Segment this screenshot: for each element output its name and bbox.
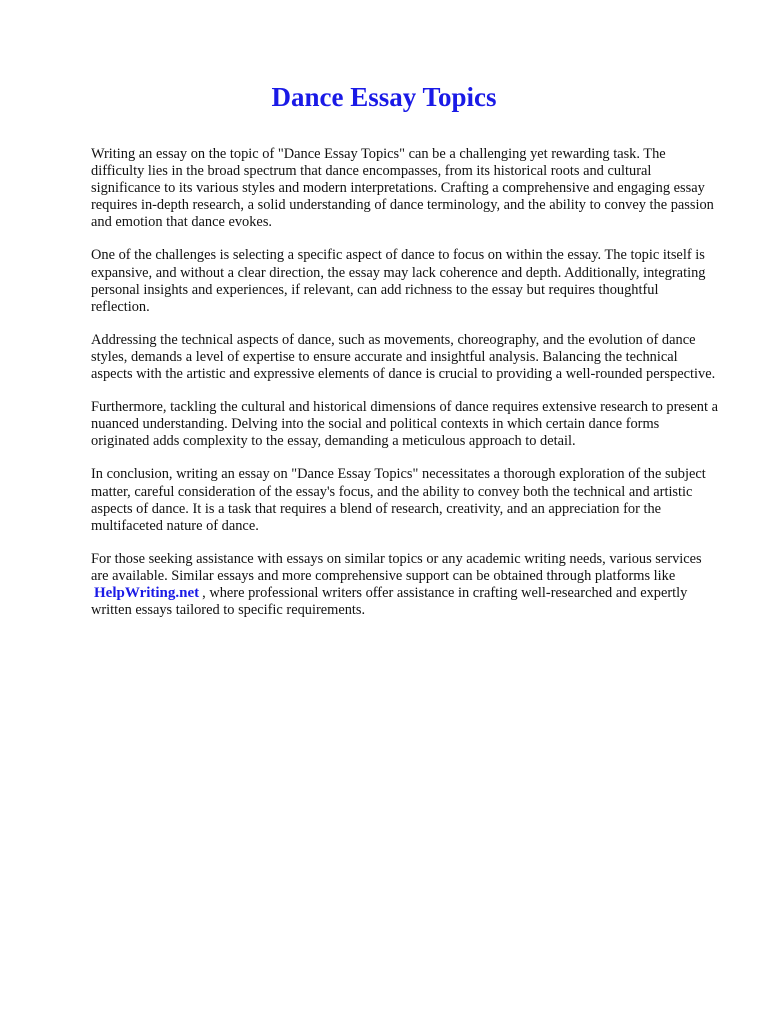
assistance-text-before: For those seeking assistance with essays on similar topics or any academic writing needs, various services are available. Similar essays and more comprehensive support can be obtained through platforms like	[91, 550, 702, 584]
essay-body	[91, 146, 719, 635]
paragraph-technical: Addressing the technical aspects of dance, such as movements, choreography, and the evolution of dance styles, demands a level of expertise to ensure accurate and insightful analysis. Balancing the technical aspects with the artistic and expressive elements of dance is crucial to providing a well-rounded perspective.	[91, 331, 716, 383]
assistance-text-after: , where professional writers offer assistance in crafting well-researched and expertly written essays tailored to specific requirements.	[91, 584, 688, 619]
paragraph-intro: Writing an essay on the topic of "Dance Essay Topics" can be a challenging yet rewarding task. The difficulty lies in the broad spectrum that dance encompasses, from its historical roots and cultural significance to its various styles and modern interpretations. Crafting a comprehensive and engaging essay requires in-depth research, a solid understanding of dance terminology, and the ability to convey the passion and emotion that dance evokes.	[91, 146, 714, 231]
paragraph-cultural: Furthermore, tackling the cultural and historical dimensions of dance requires extensive research to present a nuanced understanding. Delving into the social and political contexts in which certain dance forms originated adds complexity to the essay, demanding a meticulous approach to detail.	[91, 399, 718, 450]
paragraph-challenges: One of the challenges is selecting a specific aspect of dance to focus on within the essay. The topic itself is expansive, and without a clear direction, the essay may lack coherence and depth. Additionally, integrating personal insights and experiences, if relevant, can add richness to the essay but requires thoughtful reflection.	[91, 247, 706, 315]
paragraph-assistance	[91, 551, 719, 619]
paragraph-conclusion: In conclusion, writing an essay on "Dance Essay Topics" necessitates a thorough exploration of the subject matter, careful consideration of the essay's focus, and the ability to convey both the technical and artistic aspects of dance. It is a task that requires a blend of research, creativity, and an appreciation for the multifaceted nature of dance.	[91, 466, 706, 534]
page-title: Dance Essay Topics	[271, 82, 497, 112]
helpwriting-link[interactable]: HelpWriting.net	[94, 584, 200, 601]
